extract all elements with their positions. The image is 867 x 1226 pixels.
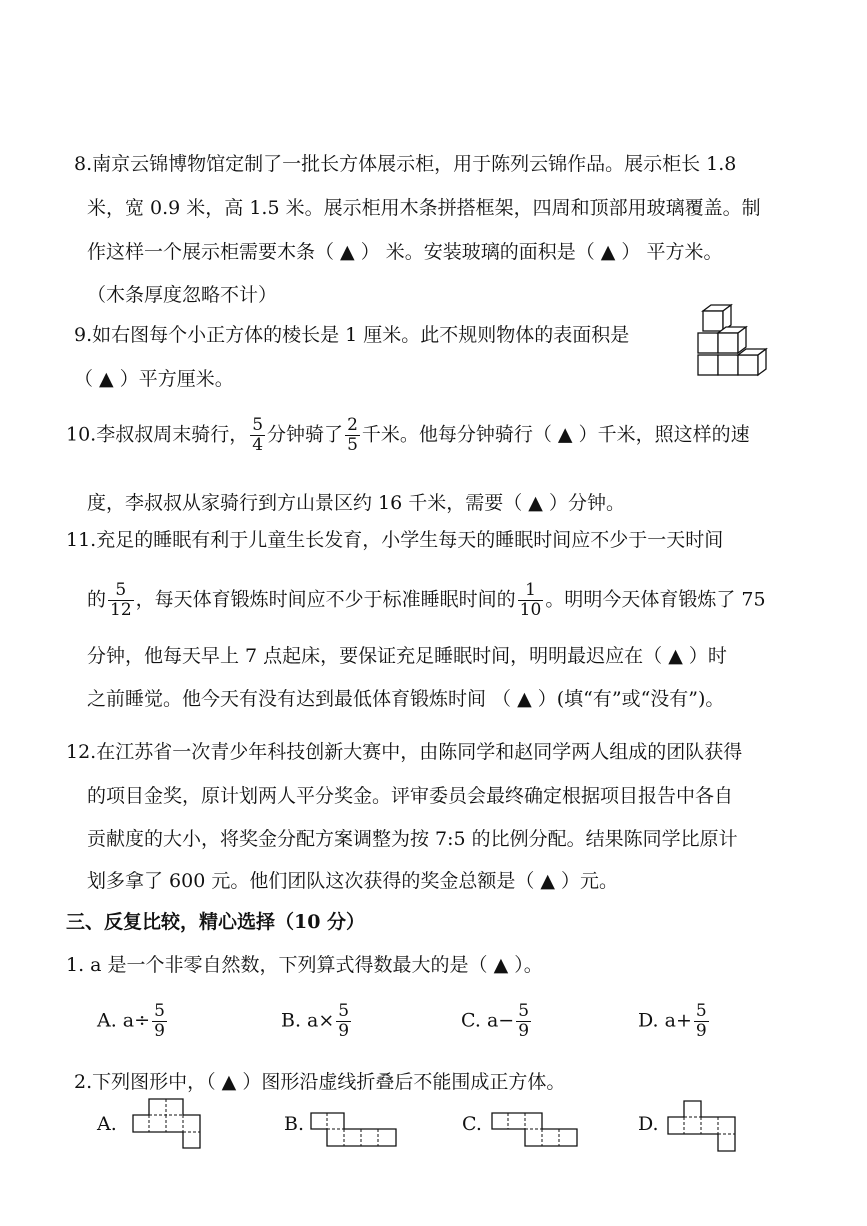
q8-line2: 米，宽 0.9 米，高 1.5 米。展示柜用木条拼搭框架，四周和顶部用玻璃覆盖。制 xyxy=(87,197,761,219)
option-label: A. a÷ xyxy=(97,1009,151,1032)
q10-fraction-time xyxy=(250,416,265,455)
q12-line2: 的项目金奖，原计划两人平分奖金。评审委员会最终确定根据项目报告中各自 xyxy=(87,785,734,807)
cube-net-c xyxy=(491,1112,581,1148)
fraction-denominator: 9 xyxy=(154,1021,165,1041)
mc2-label-d: D. xyxy=(638,1113,659,1135)
q9-line2: （ ▲ ）平方厘米。 xyxy=(74,368,234,390)
fraction-numerator: 5 xyxy=(518,1001,530,1021)
section-title: 三、反复比较，精心选择（10 分） xyxy=(66,911,366,933)
fraction-denominator: 10 xyxy=(519,600,542,620)
q10-text-a: 10.李叔叔周末骑行， xyxy=(66,423,249,446)
mc1-stem: 1. a 是一个非零自然数，下列算式得数最大的是（ ▲ ）。 xyxy=(66,954,543,976)
q9-line1: 9.如右图每个小正方体的棱长是 1 厘米。此不规则物体的表面积是 xyxy=(74,324,630,346)
mc1-option-a xyxy=(97,1002,169,1041)
q11-line2 xyxy=(87,581,766,620)
cube-net-d xyxy=(667,1100,739,1154)
q10-text-c: 千米。他每分钟骑行（ ▲ ）千米，照这样的速 xyxy=(361,423,750,446)
option-fraction xyxy=(336,1002,351,1041)
cube-net-b xyxy=(310,1112,400,1148)
fraction-denominator: 5 xyxy=(347,435,358,455)
q11-line4: 之前睡觉。他今天有没有达到最低体育锻炼时间 （ ▲ ）(填“有”或“没有”)。 xyxy=(87,688,725,710)
fraction-numerator: 5 xyxy=(338,1001,350,1021)
mc1-option-d xyxy=(638,1002,711,1041)
q8-line4: （木条厚度忽略不计） xyxy=(87,284,278,306)
q10-line1 xyxy=(66,416,750,455)
mc2-label-a: A. xyxy=(97,1113,117,1135)
q11-text-b: ，每天体育锻炼时间应不少于标准睡眠时间的 xyxy=(135,588,516,611)
fraction-numerator: 5 xyxy=(252,415,264,435)
mc2-stem: 2.下列图形中，（ ▲ ）图形沿虚线折叠后不能围成正方体。 xyxy=(74,1071,566,1093)
mc2-label-b: B. xyxy=(284,1113,305,1135)
fraction-numerator: 5 xyxy=(695,1001,707,1021)
q11-fraction-exercise xyxy=(518,581,544,620)
mc1-option-b xyxy=(281,1002,353,1041)
fraction-denominator: 9 xyxy=(338,1021,350,1041)
q10-line2: 度，李叔叔从家骑行到方山景区约 16 千米，需要（ ▲ ）分钟。 xyxy=(87,492,625,514)
q11-text-a: 的 xyxy=(87,588,107,611)
q8-line3: 作这样一个展示柜需要木条（ ▲ ） 米。安装玻璃的面积是（ ▲ ） 平方米。 xyxy=(87,241,723,263)
fraction-denominator: 12 xyxy=(110,600,132,620)
option-label: C. a− xyxy=(461,1009,515,1032)
option-label: D. a+ xyxy=(638,1009,692,1032)
option-fraction xyxy=(694,1002,709,1041)
option-fraction xyxy=(516,1002,531,1041)
q10-text-b: 分钟骑了 xyxy=(267,423,344,446)
q11-line3: 分钟，他每天早上 7 点起床，要保证充足睡眠时间，明明最迟应在（ ▲ ）时 xyxy=(87,645,727,667)
cube-net-a xyxy=(132,1098,204,1150)
mc1-option-c xyxy=(461,1002,533,1041)
fraction-denominator: 9 xyxy=(518,1021,530,1041)
option-label: B. a× xyxy=(281,1009,335,1032)
q11-line1: 11.充足的睡眠有利于儿童生长发育，小学生每天的睡眠时间应不少于一天时间 xyxy=(66,529,724,551)
q10-fraction-distance xyxy=(345,416,360,455)
stacked-cubes-figure xyxy=(693,303,768,383)
fraction-numerator: 5 xyxy=(115,580,127,600)
q12-line4: 划多拿了 600 元。他们团队这次获得的奖金总额是（ ▲ ）元。 xyxy=(87,870,619,892)
option-fraction xyxy=(152,1002,167,1041)
q8-line1: 8.南京云锦博物馆定制了一批长方体展示柜，用于陈列云锦作品。展示柜长 1.8 xyxy=(74,153,737,175)
fraction-denominator: 9 xyxy=(695,1021,707,1041)
fraction-numerator: 5 xyxy=(154,1001,165,1021)
fraction-denominator: 4 xyxy=(252,435,264,455)
q11-text-c: 。明明今天体育锻炼了 75 xyxy=(545,588,766,611)
q11-fraction-sleep xyxy=(108,581,134,620)
q12-line3: 贡献度的大小，将奖金分配方案调整为按 7:5 的比例分配。结果陈同学比原计 xyxy=(87,828,738,850)
mc2-label-c: C. xyxy=(462,1113,482,1135)
fraction-numerator: 2 xyxy=(347,415,358,435)
q12-line1: 12.在江苏省一次青少年科技创新大赛中，由陈同学和赵同学两人组成的团队获得 xyxy=(66,741,743,763)
fraction-numerator: 1 xyxy=(525,580,536,600)
